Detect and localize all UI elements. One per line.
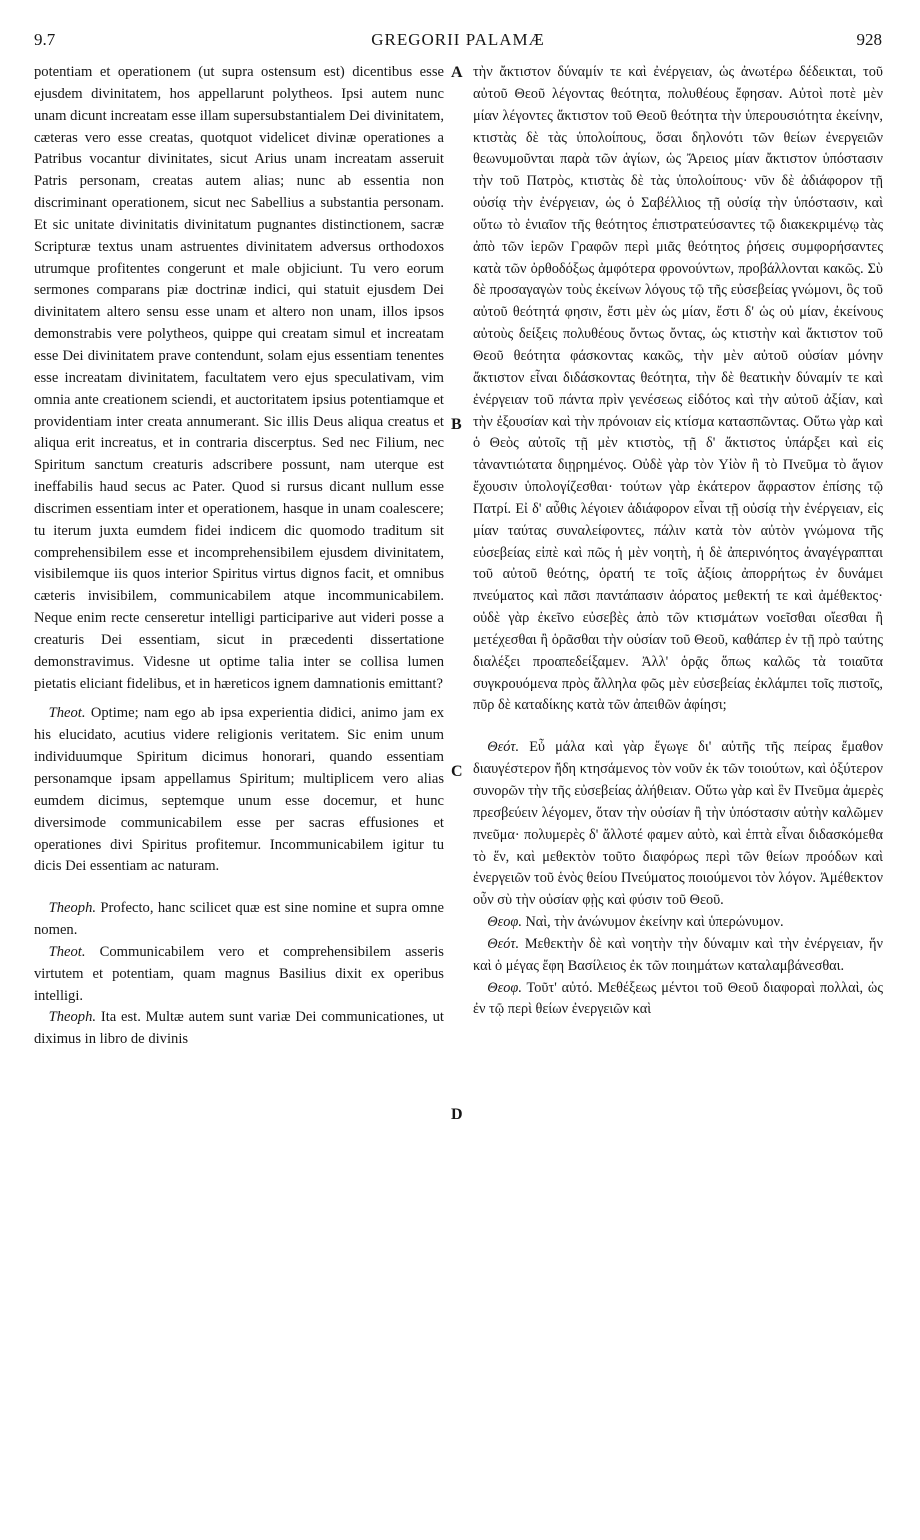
greek-paragraph [473,978,883,1022]
greek-paragraph [473,737,883,912]
speaker-label: Theot. [48,705,86,722]
latin-text: Optime; nam ego ab ipsa experientia didici, animo jam ex his elucidato, acutius videre religionis veritatem. Sic enim unum individuumque Spiritum dicimus honorari, quando essentiam personamque ipsam appellamus Spiritum; multiplicem vero alias eumdem dicimus, septemque unum esse docemur, et hunc diversimode communicabilem esse per sacras effusiones et operationes divi Spiritus profitemur. Incommunicabilem igitur tu dicis Dei essentiam ac naturam. [34,705,444,875]
speaker-label: Θεοφ. [487,914,522,931]
latin-column [34,62,444,1051]
greek-paragraph [473,912,883,934]
speaker-label: Theoph. [48,1009,97,1026]
speaker-label: Theoph. [48,900,97,917]
page-number-right: 928 [856,30,882,49]
speaker-label: Θεότ. [487,739,520,756]
latin-text: potentiam et operationem (ut supra ostensum est) dicentibus esse ejusdem divinitatem, hos appellarunt polytheos. Ipsi autem nunc unam dicunt increatam esse illam supersubstantialem Dei divinitatem, cæteras vero esse creatas, quotquot videlicet divinæ operationes a Patribus vocantur divinitates, sicut Arius unam increatam asseruit Patris personam, creatas autem alias; nunc ab essentia non discriminant operationem, sicut nec Sabellius a substantia personam. Et sic unitate divinitatis divinitatum pugnantes distinctionem, sacræ Scripturæ textus unam astruentes divinitatem adversus orthodoxos utrumque profitentes congerunt et male objiciunt. Tu vero eorum sermones comparans piæ doctrinæ indici, qui statuit ejusdem Dei divinitatem altero sensu esse unam et altero non unam, illos ipsos demonstrabis vere polytheos, quippe qui creatam simul et increatam esse Dei divinitatem prave contendunt, solam ejus essentiam tenentes esse increatam divinitatem, facultatem vero ejus speculativam, vim omnia ante creationem sciendi, et auctoritatem ipsius potentiamque et providentiam inter creata annumerant. Sic illis Deus aliqua creatus et aliqua erit increatus, et in contraria discerptus. Sed nec Filium, nec Spiritum sanctum creaturis adscribere possunt, nam uterque est ineffabilis haud secus ac Pater. Quod si rursus dicant nullum esse discrimen essentiam inter et operationem, hasque in unam coalescere; tu iterum juxta eumdem fidei indicem dic quomodo traditum sit comprehensibilem esse et incomprehensibilem ejusdem divinitatem, visibilemque iis quos interior Spiritus virtus dignos facit, et omnibus cæteris invisibilem, communicabilem atque incommunicabilem. Neque enim recte censeretur intelligi participarive aut videri posse a creaturis Dei essentiam, sicut in præcedenti dissertatione demonstravimus. Videsne ut optime talia inter se collisa lumen pietatis eliciant fidelibus, et in hæreticos ignem damnationis emittant? [34,64,444,692]
latin-text: Ita est. Multæ autem sunt variæ Dei communicationes, ut diximus in libro de divinis [34,1009,444,1048]
latin-paragraph [34,62,444,695]
greek-text: Μεθεκτὴν δὲ καὶ νοητὴν τὴν δύναμιν καὶ τὴν ἐνέργειαν, ἥν καὶ ὁ μέγας ἔφη Βασίλειος ἐκ τῶν ποιημάτων καταλαμβάνεσθαι. [473,935,883,974]
latin-paragraph [34,1007,444,1051]
speaker-label: Θεοφ. [487,979,522,996]
greek-text: Τοῦτ' αὐτό. Μεθέξεως μέντοι τοῦ Θεοῦ διαφοραὶ πολλαὶ, ὡς ἐν τῷ περὶ θείων ἐνεργειῶν καὶ [473,979,883,1018]
section-marker-a: A [451,64,463,81]
running-header [34,30,882,56]
greek-paragraph [473,62,883,717]
greek-text: Εὖ μάλα καὶ γὰρ ἔγωγε δι' αὐτῆς τῆς πείρας ἔμαθον διαυγέστερον ἤδη κτησάμενος τὸν νοῦν ἐκ τῶν τοιούτων, καὶ ὀξύτερον συνορῶν τὴν τῆς εὐσεβείας ἀλήθειαν. Οὕτω γὰρ καὶ ἓν Πνεῦμα ἀμερὲς πρεσβεύειν λέγομεν, ὅταν τὴν οὐσίαν ἢ τὴν ὑπόστασιν αὐτὴν καλῶμεν πνεῦμα· πολυμερὲς δ' ἄλλοτέ φαμεν αὐτὸ, καὶ ἑπτὰ εἶναι διδασκόμεθα τὸ ἕν, καὶ μεθεκτὸν τοῦτο διαφόρως περὶ τῶν θείων προόδων καὶ ἐνεργειῶν τοῦ ἑνὸς θείου Πνεύματος ποιούμενοι τὸν λόγον. Ἀμέθεκτον οὖν σὺ τὴν οὐσίαν φῂς καὶ φύσιν τοῦ Θεοῦ. [473,739,883,909]
latin-paragraph [34,898,444,942]
greek-text: Ναὶ, τὴν ἀνώνυμον ἐκείνην καὶ ὑπερώνυμον. [525,914,784,931]
section-marker-b: B [451,416,462,433]
speaker-label: Θεότ. [487,935,520,952]
greek-column [473,62,883,1021]
latin-text: Profecto, hanc scilicet quæ est sine nomine et supra omne nomen. [34,900,444,939]
section-marker-d: D [451,1106,463,1123]
section-marker-c: C [451,763,463,780]
speaker-label: Theot. [48,943,86,960]
greek-paragraph [473,934,883,978]
latin-paragraph [34,942,444,1008]
latin-text: Communicabilem vero et comprehensibilem asseris virtutem et potentiam, quam magnus Basilius dixit ex operibus intelligi. [34,943,444,1004]
latin-paragraph [34,703,444,878]
page-number-left: 9.7 [34,30,56,49]
greek-text: τὴν ἄκτιστον δύναμίν τε καὶ ἐνέργειαν, ὡς ἀνωτέρω δέδεικται, τοῦ αὐτοῦ Θεοῦ λέγοντας θεότητα, πολυθέους ἔφησαν. Αὐτοὶ ποτὲ μὲν μίαν λέγοντες ἄκτιστον τοῦ Θεοῦ θεότητα τὴν ὑπερουσιότητα ἐκείνην, κτιστὰς δὲ τὰς ὑπολοίπους, ὅσαι δηλονότι τῶν θείων ἐνεργειῶν θεωνυμοῦνται παρὰ τῶν ἁγίων, ὡς Ἄρειος μίαν ἄκτιστον ὑπόστασιν τὴν τοῦ Πατρὸς, κτιστὰς δὲ τὰς ὑπολοίπους· νῦν δὲ ἀδιάφορον τῇ οὐσίᾳ τὴν ἐνέργειαν, ὡς ὁ Σαβέλλιος τῇ οὐσίᾳ τὴν ὑπόστασιν, καὶ οὕτω τὸ ἑνιαῖον τῆς θεότητος ἐπιστρατεύσαντες τῷ διακεκριμένῳ τὰς ἀπὸ τῶν ἱερῶν Γραφῶν περὶ μιᾶς θεότητος ῥήσεις συμφορήσαντες κατὰ τῶν ὀρθοδόξως ἀμφότερα φρονούντων, προβάλλονται κακῶς. Σὺ δὲ προσαγαγὼν τοὺς ἐκείνων λόγους τῷ τῆς εὐσεβείας γνώμονι, ὃς τοῦ αὐτοῦ θεότητά φησιν, ἔστι μὲν ὡς μίαν, ἔστι δ' ὡς οὐ μίαν, ἐκείνους αὐτοὺς δείξεις πολυθέους ὄντως ὄντας, ὡς κτιστὴν καὶ ἄκτιστον τοῦ Θεοῦ θεότητα φάσκοντας κακῶς, τὴν μὲν αὐτοῦ οὐσίαν μόνην ἄκτιστον εἶναι διδάσκοντας θεότητα, τὴν δὲ θεατικὴν δύναμίν τε καὶ ἐνέργειαν τοῦ πάντα πρὶν γενέσεως εἰδότος καὶ τὴν αὐτοῦ ἀξίαν, καὶ τὴν ἐξουσίαν καὶ τὴν πρόνοιαν εἰς κτίσμα κατασπῶντας. Οὕτω γὰρ καὶ ὁ Θεὸς αὐτοῖς τῇ μὲν κτιστὸς, τῇ δ' ἄκτιστος ὑπάρξει καὶ εἰς τἀναντιώτατα διῃρημένος. Οὐδὲ γὰρ τὸν Υἱὸν ἢ τὸ Πνεῦμα τὸ ἅγιον ἔχουσιν ὑπολογίζεσθαι· τούτων γὰρ ἑκάτερον ἄφραστον ἐπίσης τῷ Πατρί. Εἰ δ' αὖθις λέγοιεν ἀδιάφορον εἶναι τῇ οὐσίᾳ τὴν ἐνέργειαν, εἰς μίαν ταύτας συναλείφοντες, πάλιν κατὰ τὸν αὐτὸν γνώμονα τῆς εὐσεβείας εἰπὲ καὶ πῶς ἡ μὲν νοητὴ, ἡ δὲ ἀπερινόητος ἀναγέγραπται τοῦ αὐτοῦ θεότης, ὁρατή τε τοῖς ἀξίοις ἀπορρήτως ἐν δυνάμει πνεύματος καὶ πᾶσι παντάπασιν ἀόρατος μεθεκτή τε καὶ ἀμέθεκτος· οὐδὲ γὰρ ἐκεῖνο εὐσεβὲς ἀπὸ τῶν κτισμάτων νοεῖσθαι οἴεσθαι ἢ μετέχεσθαι ἢ ὁρᾶσθαι τὴν οὐσίαν τοῦ Θεοῦ, καθάπερ ἐν τῇ πρὸ ταύτης διαλέξει προαπεδείξαμεν. Ἀλλ' ὁρᾷς ὅπως καλῶς τὰ τοιαῦτα συγκρουόμενα πρὸς ἄλληλα φῶς μὲν εὐσεβείας ἐκλάμπει τοῖς πιστοῖς, πῦρ δὲ καταδίκης κατὰ τῶν ἀπειθῶν ἀφίησι; [473,64,883,714]
running-title: GREGORII PALAMÆ [371,30,545,49]
